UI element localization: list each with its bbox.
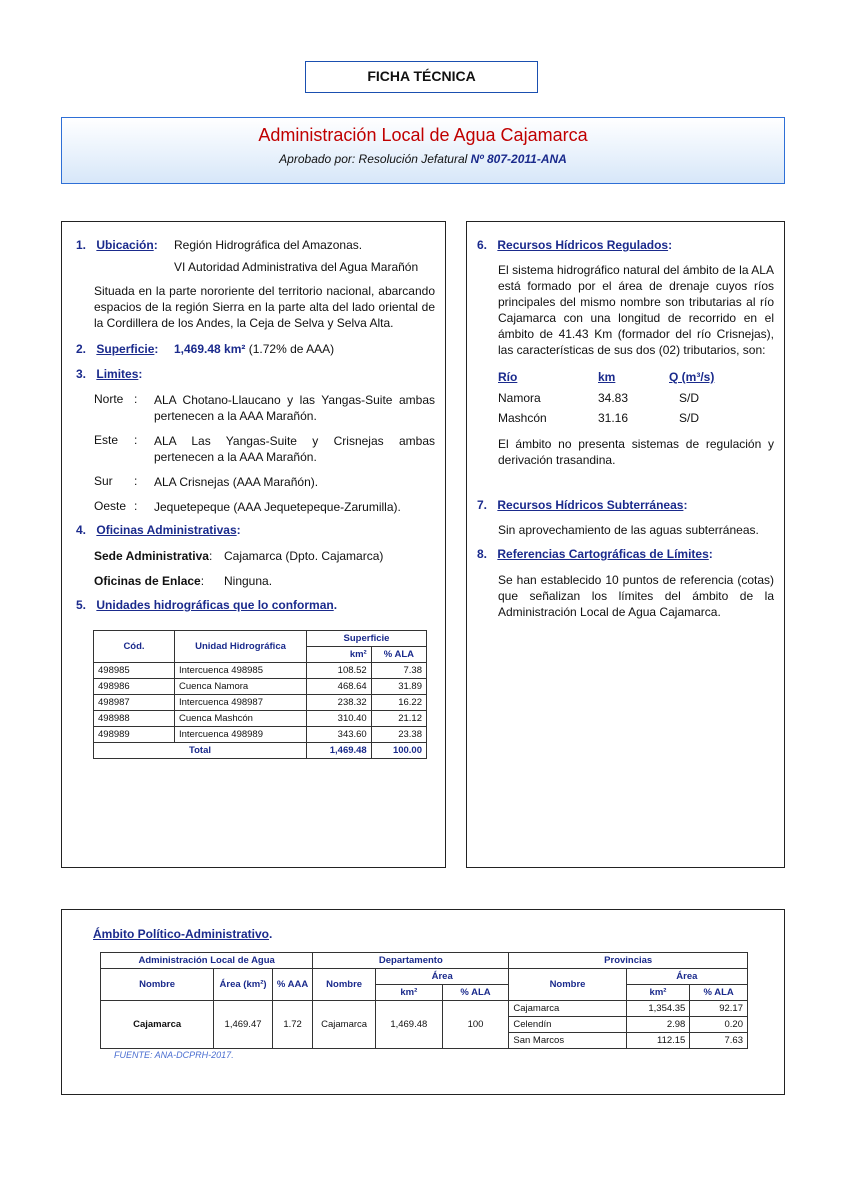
col-prov-area: Área — [626, 969, 747, 985]
enlace-colon: : — [200, 574, 205, 588]
cell-ala-area: 1,469.47 — [214, 1001, 273, 1049]
right-panel — [466, 221, 785, 868]
river-km: 34.83 — [598, 391, 629, 405]
section-superficie-heading — [76, 342, 158, 356]
sede-colon: : — [208, 549, 213, 563]
col-unit-header: Unidad Hidrográfica — [175, 631, 307, 663]
limit-sep: : — [134, 499, 138, 513]
section-number: 2. — [76, 342, 87, 356]
limit-sep: : — [134, 433, 138, 447]
ubicacion-line1: Región Hidrográfica del Amazonas. — [174, 238, 363, 252]
section-label: Unidades hidrográficas que lo conforman — [96, 598, 334, 612]
cell-prov-km: 1,354.35 — [626, 1001, 690, 1017]
total-km: 1,469.48 — [307, 743, 372, 759]
cell-km: 108.52 — [307, 663, 372, 679]
ubicacion-line2: VI Autoridad Administrativa del Agua Marañón — [174, 260, 419, 274]
regulados-paragraph: El sistema hidrográfico natural del ámbito de la ALA está formado por el área de drenaje cuyos ríos principales del mismo nombre son tributarias al río Cajamarca con una longitud de recorrido en el ámbito de 41.43 Km (formador del río Crisnejas), las características de sus dos (02) tributarios, son: — [498, 263, 774, 357]
cell-prov-pct: 92.17 — [690, 1001, 748, 1017]
cell-prov-pct: 7.63 — [690, 1033, 748, 1049]
ambito-title: Ámbito Político-Administrativo — [93, 927, 270, 941]
section-number: 7. — [477, 498, 488, 512]
cell-cod: 498985 — [94, 663, 175, 679]
cell-ala-name: Cajamarca — [101, 1001, 214, 1049]
section-colon: : — [236, 523, 241, 537]
limit-dir: Este — [94, 433, 119, 447]
total-row — [94, 743, 427, 759]
sede-value: Cajamarca (Dpto. Cajamarca) — [224, 549, 384, 563]
rivers-head-rio: Río — [498, 370, 518, 384]
ambito-dot: . — [269, 927, 273, 941]
enlace-value: Ninguna. — [224, 574, 273, 588]
river-name: Namora — [498, 391, 541, 405]
cell-unit: Cuenca Namora — [175, 679, 307, 695]
river-km: 31.16 — [598, 411, 629, 425]
col-dep-header: Departamento — [313, 953, 509, 969]
cell-dep-pct: 100 — [442, 1001, 509, 1049]
section-number: 8. — [477, 547, 488, 561]
section-label: Recursos Hídricos Regulados — [497, 238, 669, 252]
cell-km: 310.40 — [307, 711, 372, 727]
enlace-label: Oficinas de Enlace — [94, 574, 201, 588]
cell-dep-km: 1,469.48 — [375, 1001, 442, 1049]
limit-dir: Sur — [94, 474, 113, 488]
referencias-paragraph: Se han establecido 10 puntos de referencia (cotas) que señalizan los límites del ámbito de la Administración Local de Agua Cajamarca. — [498, 573, 774, 619]
cell-cod: 498986 — [94, 679, 175, 695]
section-number: 5. — [76, 598, 87, 612]
cell-unit: Intercuenca 498985 — [175, 663, 307, 679]
section-subterraneas-heading — [477, 498, 687, 512]
limit-text: ALA Chotano-Llaucano y las Yangas-Suite ambas pertenecen a la AAA Marañón. — [154, 393, 435, 423]
sede-label-line — [94, 549, 212, 563]
cell-prov-name: San Marcos — [509, 1033, 626, 1049]
limit-text: Jequetepeque (AAA Jequetepeque-Zarumilla). — [154, 500, 401, 514]
limit-dir: Norte — [94, 392, 124, 406]
cell-ala-pct: 1.72 — [272, 1001, 312, 1049]
enlace-label-line — [94, 574, 204, 588]
subterraneas-text: Sin aprovechamiento de las aguas subterráneas. — [498, 523, 759, 537]
cell-prov-pct: 0.20 — [690, 1017, 748, 1033]
approval-prefix: Aprobado por: Resolución Jefatural — [279, 152, 471, 166]
superficie-value: 1,469.48 km² — [174, 342, 246, 356]
section-referencias-heading — [477, 547, 713, 561]
section-number: 4. — [76, 523, 87, 537]
section-label: Recursos Hídricos Subterráneas — [497, 498, 684, 512]
col-dep-nombre: Nombre — [313, 969, 376, 1001]
section-number: 1. — [76, 238, 87, 252]
section-regulados-heading — [477, 238, 672, 252]
ubicacion-paragraph: Situada en la parte nororiente del territorio nacional, abarcando espacios de la región Sierra en la parte alta del lado oriental de la Cordillera de los Andes, la Ceja de Selva y Selva Alta. — [94, 284, 435, 330]
source-note: FUENTE: ANA-DCPRH-2017. — [114, 1050, 234, 1060]
cell-cod: 498989 — [94, 727, 175, 743]
cell-km: 468.64 — [307, 679, 372, 695]
document-title: Administración Local de Agua Cajamarca — [258, 125, 588, 145]
section-colon: : — [154, 342, 159, 356]
section-ubicacion-heading — [76, 238, 158, 252]
col-cod-header: Cód. — [94, 631, 175, 663]
cell-dep-name: Cajamarca — [313, 1001, 376, 1049]
river-q: S/D — [679, 391, 700, 405]
left-panel — [61, 221, 446, 868]
cell-prov-km: 112.15 — [626, 1033, 690, 1049]
col-prov-pct: % ALA — [690, 985, 748, 1001]
section-number: 3. — [76, 367, 87, 381]
cell-km: 238.32 — [307, 695, 372, 711]
river-q: S/D — [679, 411, 700, 425]
cell-pct: 16.22 — [371, 695, 426, 711]
section-oficinas-heading — [76, 523, 241, 537]
political-table — [100, 952, 748, 1049]
units-table — [93, 630, 427, 759]
col-pct-header: % ALA — [371, 647, 426, 663]
col-prov-km: km² — [626, 985, 690, 1001]
table-row — [94, 727, 427, 743]
col-dep-area: Área — [375, 969, 508, 985]
cell-unit: Intercuenca 498987 — [175, 695, 307, 711]
cell-prov-name: Cajamarca — [509, 1001, 626, 1017]
superficie-value-line — [174, 342, 334, 356]
col-prov-header: Provincias — [509, 953, 748, 969]
regulacion-paragraph: El ámbito no presenta sistemas de regulación y derivación trasandina. — [498, 437, 774, 467]
col-dep-pct: % ALA — [442, 985, 509, 1001]
section-label: Oficinas Administrativas — [96, 523, 237, 537]
col-superficie-header: Superficie — [307, 631, 427, 647]
col-prov-nombre: Nombre — [509, 969, 626, 1001]
bottom-panel — [61, 909, 785, 1095]
col-ala-pct: % AAA — [272, 969, 312, 1001]
section-colon: : — [683, 498, 688, 512]
superficie-note: (1.72% de AAA) — [245, 342, 335, 356]
header-banner — [61, 117, 785, 184]
section-dot: . — [333, 598, 338, 612]
section-colon: : — [153, 238, 158, 252]
section-label: Ubicación — [96, 238, 154, 252]
section-label: Limites — [96, 367, 139, 381]
rivers-head-q: Q (m³/s) — [669, 370, 715, 384]
cell-cod: 498988 — [94, 711, 175, 727]
col-dep-km: km² — [375, 985, 442, 1001]
limit-sep: : — [134, 392, 138, 406]
cell-pct: 7.38 — [371, 663, 426, 679]
total-label: Total — [94, 743, 307, 759]
section-label: Superficie — [96, 342, 155, 356]
sede-label: Sede Administrativa — [94, 549, 209, 563]
ficha-tecnica-title: FICHA TÉCNICA — [305, 61, 538, 93]
section-colon: : — [708, 547, 713, 561]
rivers-head-km: km — [598, 370, 616, 384]
table-row — [94, 695, 427, 711]
col-ala-nombre: Nombre — [101, 969, 214, 1001]
cell-prov-name: Celendín — [509, 1017, 626, 1033]
limit-sep: : — [134, 474, 138, 488]
section-label: Referencias Cartográficas de Límites — [497, 547, 709, 561]
table-row — [101, 1001, 748, 1017]
section-number: 6. — [477, 238, 488, 252]
resolution-number: Nº 807-2011-ANA — [470, 152, 567, 166]
total-pct: 100.00 — [371, 743, 426, 759]
ambito-heading — [93, 927, 272, 941]
table-row — [94, 711, 427, 727]
cell-pct: 31.89 — [371, 679, 426, 695]
section-colon: : — [138, 367, 143, 381]
cell-cod: 498987 — [94, 695, 175, 711]
section-colon: : — [668, 238, 673, 252]
river-name: Mashcón — [498, 411, 547, 425]
cell-unit: Intercuenca 498989 — [175, 727, 307, 743]
table-row — [94, 663, 427, 679]
col-km-header: km² — [307, 647, 372, 663]
cell-km: 343.60 — [307, 727, 372, 743]
cell-prov-km: 2.98 — [626, 1017, 690, 1033]
col-ala-area: Área (km²) — [214, 969, 273, 1001]
table-row — [94, 679, 427, 695]
limit-dir: Oeste — [94, 499, 127, 513]
col-ala-header: Administración Local de Agua — [101, 953, 313, 969]
limit-text: ALA Las Yangas-Suite y Crisnejas ambas pertenecen a la AAA Marañón. — [154, 434, 435, 464]
cell-pct: 21.12 — [371, 711, 426, 727]
section-unidades-heading — [76, 598, 337, 612]
cell-unit: Cuenca Mashcón — [175, 711, 307, 727]
section-limites-heading — [76, 367, 142, 381]
approval-line — [62, 152, 784, 166]
limit-text: ALA Crisnejas (AAA Marañón). — [154, 475, 319, 489]
cell-pct: 23.38 — [371, 727, 426, 743]
